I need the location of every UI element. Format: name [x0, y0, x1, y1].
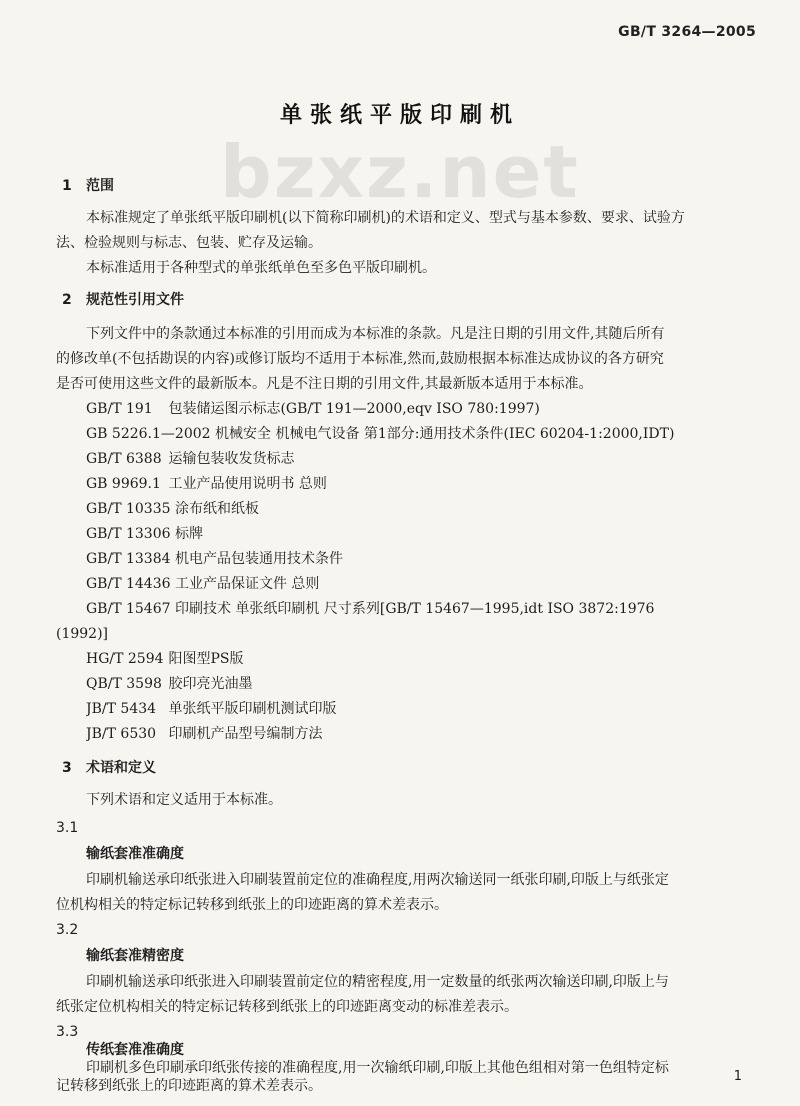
section-title: 范围: [86, 178, 114, 194]
paragraph-line: 下列术语和定义适用于本标准。: [86, 792, 282, 808]
reference-item: [86, 674, 786, 694]
reference-item: [86, 599, 786, 619]
reference-title: 印刷技术 单张纸印刷机 尺寸系列[GB/T 15467—1995,idt ISO 3872:1976: [174, 601, 655, 617]
section-number: 2: [62, 292, 72, 308]
term-name: 输纸套准准确度: [86, 846, 184, 862]
reference-title: 涂布纸和纸板: [174, 501, 259, 517]
term-number: 3.1: [56, 820, 79, 836]
reference-title: 印刷机产品型号编制方法: [168, 726, 323, 742]
reference-title: 胶印亮光油墨: [168, 676, 253, 692]
reference-continuation: (1992)]: [56, 626, 109, 642]
term-number: 3.3: [56, 1024, 79, 1040]
reference-code: GB/T 13306: [86, 526, 171, 542]
paragraph-line: 记转移到纸张上的印迹距离的算术差表示。: [56, 1078, 322, 1094]
term-name: 传纸套准准确度: [86, 1042, 184, 1058]
reference-code: GB 5226.1—2002: [86, 426, 211, 442]
paragraph-line: 下列文件中的条款通过本标准的引用而成为本标准的条款。凡是注日期的引用文件,其随后所有: [86, 326, 665, 342]
paragraph-line: 本标准适用于各种型式的单张纸单色至多色平版印刷机。: [86, 260, 436, 276]
section-title: 规范性引用文件: [86, 292, 184, 308]
reference-title: 包装储运图示标志(GB/T 191—2000,eqv ISO 780:1997): [168, 401, 540, 417]
reference-code: QB/T 3598: [86, 676, 162, 692]
watermark: bzxz.net: [220, 130, 580, 214]
reference-code: JB/T 6530: [86, 726, 157, 742]
reference-code: GB/T 191: [86, 401, 153, 417]
reference-title: 运输包装收发货标志: [168, 451, 295, 467]
page-number: 1: [733, 1069, 742, 1084]
reference-title: 工业产品保证文件 总则: [174, 576, 320, 592]
term-number: 3.2: [56, 922, 79, 938]
reference-code: GB/T 14436: [86, 576, 171, 592]
reference-item: [86, 524, 786, 544]
term-name: 输纸套准精密度: [86, 948, 184, 964]
reference-item: [86, 724, 786, 744]
reference-title: 工业产品使用说明书 总则: [168, 476, 327, 492]
reference-item: [86, 649, 786, 669]
reference-item: [86, 399, 786, 419]
section-3-heading: [56, 758, 756, 778]
paragraph-line: 法、检验规则与标志、包装、贮存及运输。: [56, 235, 322, 251]
reference-title: 机械安全 机械电气设备 第1部分:通用技术条件(IEC 60204-1:2000,IDT): [215, 426, 675, 442]
section-1-heading: [56, 176, 756, 196]
section-title: 术语和定义: [86, 760, 156, 776]
reference-item: [86, 424, 786, 444]
section-number: 1: [62, 178, 72, 194]
paragraph-line: 印刷机输送承印纸张进入印刷装置前定位的准确程度,用两次输送同一纸张印刷,印版上与纸张定: [86, 872, 669, 888]
paragraph-line: 是否可使用这些文件的最新版本。凡是不注日期的引用文件,其最新版本适用于本标准。: [56, 376, 593, 392]
section-2-heading: [56, 290, 756, 310]
paragraph-line: 纸张定位机构相关的特定标记转移到纸张上的印迹距离变动的标准差表示。: [56, 999, 518, 1015]
reference-title: 机电产品包装通用技术条件: [174, 551, 343, 567]
paragraph-line: 的修改单(不包括勘误的内容)或修订版均不适用于本标准,然而,鼓励根据本标准达成协议的各方研究: [56, 351, 664, 367]
reference-code: GB/T 6388: [86, 451, 162, 467]
reference-code: GB/T 13384: [86, 551, 171, 567]
reference-title: 标牌: [174, 526, 203, 542]
reference-item: [86, 449, 786, 469]
paragraph-line: 本标准规定了单张纸平版印刷机(以下简称印刷机)的术语和定义、型式与基本参数、要求、试验方: [86, 210, 685, 226]
reference-code: HG/T 2594: [86, 651, 164, 667]
document-title: 单张纸平版印刷机: [279, 103, 520, 128]
reference-item: [86, 549, 786, 569]
reference-title: 单张纸平版印刷机测试印版: [168, 701, 337, 717]
paragraph-line: 印刷机多色印刷承印纸张传接的准确程度,用一次输纸印刷,印版上其他色组相对第一色组特定标: [86, 1060, 669, 1076]
reference-code: GB/T 10335: [86, 501, 171, 517]
paragraph-line: 印刷机输送承印纸张进入印刷装置前定位的精密程度,用一定数量的纸张两次输送印刷,印版上与: [86, 974, 669, 990]
reference-item: [86, 474, 786, 494]
reference-item: [86, 499, 786, 519]
reference-title: 阳图型PS版: [168, 651, 244, 667]
reference-item: [86, 574, 786, 594]
reference-code: GB 9969.1: [86, 476, 161, 492]
reference-item: [86, 699, 786, 719]
reference-code: JB/T 5434: [86, 701, 157, 717]
section-number: 3: [62, 760, 72, 776]
reference-code: GB/T 15467: [86, 601, 171, 617]
standard-code: GB/T 3264—2005: [618, 24, 756, 40]
paragraph-line: 位机构相关的特定标记转移到纸张上的印迹距离的算术差表示。: [56, 897, 448, 913]
